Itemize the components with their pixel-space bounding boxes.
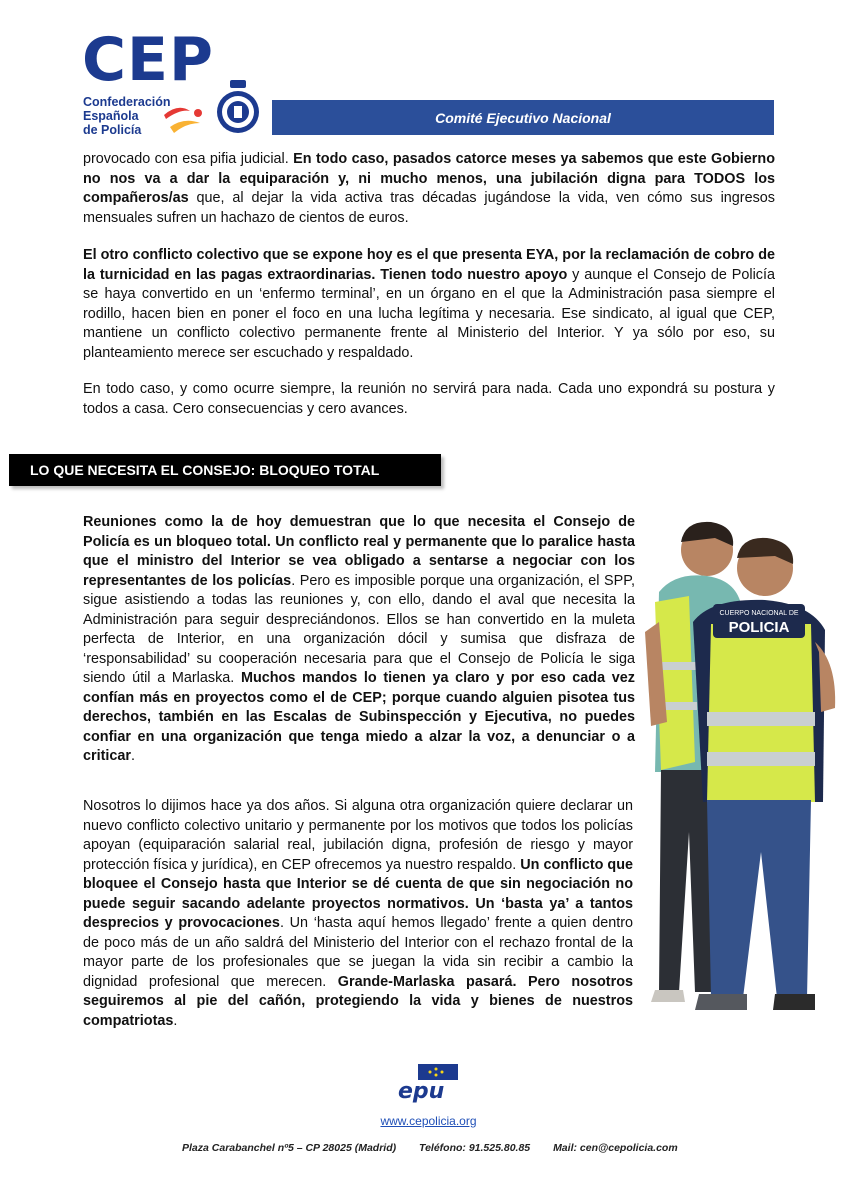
logo-line-2: Española [83,109,139,123]
p4-text-1: . Pero es imposible porque una organización, el SPP, sigue asistiendo a todas las reuniones y, con ello, dando el aval que necesita la Administración para seguir despreciándonos. Ellos se han convertido en la muleta perfecta de Interior, en una organización dócil y sumisa que disfraza de ‘responsabilidad’ su cooperación necesaria para que el Consejo de Policía le siga siendo útil a Marlaska. [83,572,635,686]
p5-bold-2: Grande-Marlaska pasará. Pero nosotros seguiremos al pie del cañón, protegiendo la vida y bienes de nuestros compatriotas [83,973,633,1029]
p5-text-3: . [173,1012,178,1029]
p2-text-1: y aunque el Consejo de Policía se haya convertido en un ‘enfermo terminal’, en un órgano en el que la Administración pasa siempre el rodillo, hacen bien en poner el foco en una lucha legítima y necesaria. Ese sindicato, al igual que CEP, mantiene un conflicto colectivo permanente frente al Ministerio del Interior. Y ya sólo por eso, su planteamiento merece ser escuchado y respaldado. [83,266,776,361]
p1-text-2: que, al dejar la vida activa tras décadas jugándose la vida, ven cómo sus ingresos mensuales sufren un hachazo de cientos de euros. [83,190,775,226]
cep-logo: CEP [82,25,214,95]
p1-bold-1: En todo caso, pasados catorce meses ya sabemos que este Gobierno no nos va a dar la equiparación y, ni mucho menos, una jubilación digna para TODOS los compañeros/as [83,151,775,206]
paragraph-3 [83,380,775,419]
section-title: LO QUE NECESITA EL CONSEJO: BLOQUEO TOTAL [9,454,441,486]
p4-bold-2: Muchos mandos lo tienen ya claro y por eso cada vez confían más en proyectos como el de CEP; porque cuando alguien pisotea tus derechos, también en las Escalas de Subinspección y Ejecutiva, no puedes confiar en una organización que tenga miedo a alzar la voz, a denunciar o a criticar [83,670,635,764]
logo-line-3: de Policía [83,123,142,137]
epu-logo-text: epu [398,1079,445,1104]
footer-mail: Mail: cen@cepolicia.com [553,1142,678,1154]
epu-logo [396,1062,460,1110]
logo-swoosh-icon [160,105,206,137]
vest-label-policia: POLICIA [728,619,790,636]
p5-text-1: Nosotros lo dijimos hace ya dos años. Si alguna otra organización quiere declarar un nuevo conflicto colectivo unitario y permanente por los motivos que todos los policías apoyan (equiparación salarial real, jubilación digna, profesión de riesgo y mayor protección física y jurídica), en CEP ofrecemos ya nuestro respaldo. [83,798,633,873]
header-banner: Comité Ejecutivo Nacional [272,100,774,135]
p4-text-2: . [131,748,135,764]
p1-text-1: provocado con esa pifia judicial. [83,151,294,167]
p2-bold-1: El otro conflicto colectivo que se expone hoy es el que presenta EYA, por la reclamación de cobro de la turnicidad en las pagas extraordinarias. Tienen todo nuestro apoyo [83,247,776,283]
paragraph-1 [83,150,775,228]
website-link[interactable]: www.cepolicia.org [380,1114,477,1128]
p4-bold-1: Reuniones como la de hoy demuestran que lo que necesita el Consejo de Policía es un bloqueo total. Un conflicto real y permanente que lo paralice hasta que el ministro del Interior se vea obligado a sentarse a negociar con los representantes de los policías [83,514,635,589]
police-crest-icon [215,78,261,138]
footer-contact [182,1142,698,1154]
p3-text-1: En todo caso, y como ocurre siempre, la reunión no servirá para nada. Cada uno expondrá su postura y todos a casa. Cero consecuencias y cero avances. [83,381,775,417]
logo-line-1: Confederación [83,95,171,109]
p5-bold-1: Un conflicto que bloquee el Consejo hasta que Interior se dé cuenta de que sin negociación no puede seguir sacando adelante proyectos normativos. Un ‘basta ya’ a tantos desprecios y provocaciones [83,856,633,931]
vest-label-small: CUERPO NACIONAL DE [719,610,799,617]
police-officers-photo [615,512,840,1022]
paragraph-5 [83,797,633,1031]
paragraph-4 [83,513,635,767]
p5-text-2: . Un ‘hasta aquí hemos llegado’ frente a quien dentro de poco más de un año saldrá del Ministerio del Interior con el rechazo frontal de la mayor parte de los profesionales que se juegan la vida sin recibir a cambio la dignidad profesional que merecen. [83,915,633,990]
paragraph-2 [83,246,775,363]
footer-phone: Teléfono: 91.525.80.85 [419,1142,531,1154]
footer-address: Plaza Carabanchel nº5 – CP 28025 (Madrid) [182,1142,397,1154]
